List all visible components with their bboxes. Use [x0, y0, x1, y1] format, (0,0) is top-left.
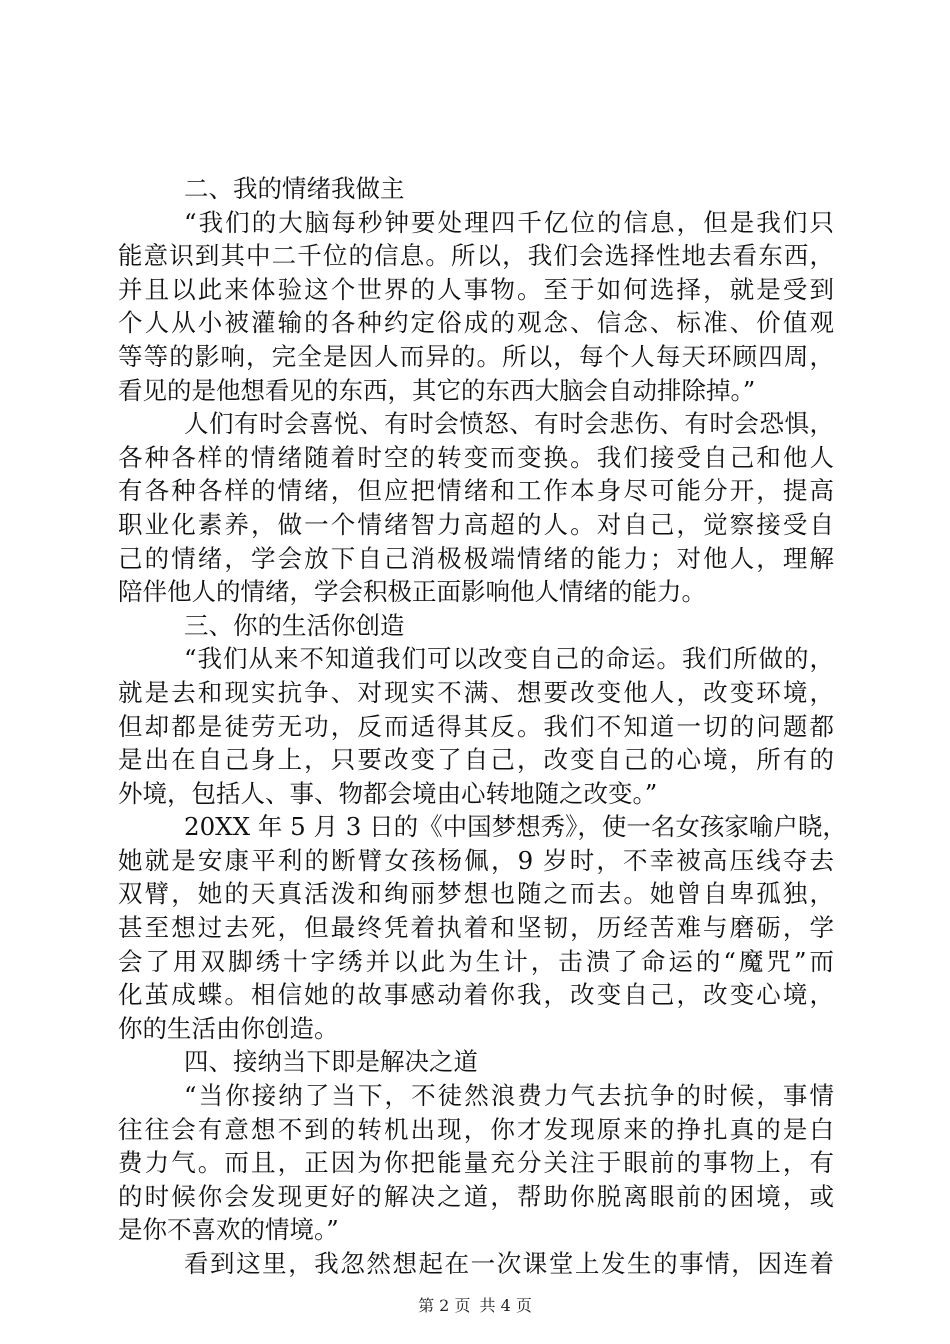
text-line: 个人从小被灌输的各种约定俗成的观念、信念、标准、价值观: [118, 308, 834, 338]
text-line: 看见的是他想看见的东西，其它的东西大脑会自动排除掉。”: [118, 375, 756, 405]
text-line: 但却都是徒劳无功，反而适得其反。我们不知道一切的问题都: [118, 711, 834, 741]
section-heading-4: 四、接纳当下即是解决之道: [184, 1047, 478, 1077]
text-line: 你的生活由你创造。: [118, 1013, 339, 1043]
text-line: 陪伴他人的情绪，学会积极正面影响他人情绪的能力。: [118, 577, 706, 607]
text-line: 20XX 年 5 月 3 日的《中国梦想秀》，使一名女孩家喻户晓，: [184, 812, 847, 842]
text-line: 各种各样的情绪随着时空的转变而变换。我们接受自己和他人: [118, 442, 834, 472]
text-line: 有各种各样的情绪，但应把情绪和工作本身尽可能分开，提高: [118, 476, 834, 506]
page-total: 共 4 页: [479, 1296, 532, 1315]
text-line: 费力气。而且，正因为你把能量充分关注于眼前的事物上，有: [118, 1148, 834, 1178]
text-line: 等等的影响，完全是因人而异的。所以，每个人每天环顾四周，: [118, 341, 834, 371]
section-heading-2: 二、我的情绪我做主: [184, 174, 405, 203]
text-line: 化茧成蝶。相信她的故事感动着你我，改变自己，改变心境，: [118, 980, 834, 1010]
text-line: 看到这里，我忽然想起在一次课堂上发生的事情，因连着: [184, 1249, 834, 1278]
text-line: 双臂，她的天真活泼和绚丽梦想也随之而去。她曾自卑孤独，: [118, 879, 834, 909]
text-line: 就是去和现实抗争、对现实不满、想要改变他人，改变环境，: [118, 677, 834, 707]
text-line: 是出在自己身上，只要改变了自己，改变自己的心境，所有的: [118, 745, 834, 775]
text-line: “我们的大脑每秒钟要处理四千亿位的信息，但是我们只: [184, 207, 834, 237]
text-line: “我们从来不知道我们可以改变自己的命运。我们所做的，: [184, 644, 834, 674]
text-line: 是你不喜欢的情境。”: [118, 1215, 339, 1245]
text-line: 能意识到其中二千位的信息。所以，我们会选择性地去看东西，: [118, 241, 834, 271]
page-footer: [0, 1296, 950, 1316]
page-number: 第 2 页: [418, 1296, 471, 1315]
text-line: 会了用双脚绣十字绣并以此为生计，击溃了命运的“魔咒”而: [118, 946, 834, 976]
text-line: 并且以此来体验这个世界的人事物。至于如何选择，就是受到: [118, 274, 834, 304]
section-heading-3: 三、你的生活你创造: [184, 610, 405, 640]
text-line: 往往会有意想不到的转机出现，你才发现原来的挣扎真的是白: [118, 1114, 834, 1144]
text-line: 外境，包括人、事、物都会境由心转地随之改变。”: [118, 778, 658, 808]
text-line: 甚至想过去死，但最终凭着执着和坚韧，历经苦难与磨砺，学: [118, 913, 834, 943]
body-text: [118, 172, 847, 1281]
text-line: 己的情绪，学会放下自己消极极端情绪的能力；对他人，理解: [118, 543, 834, 573]
text-line: 职业化素养，做一个情绪智力高超的人。对自己，觉察接受自: [118, 509, 834, 539]
text-line: 她就是安康平利的断臂女孩杨佩，9 岁时，不幸被高压线夺去: [118, 845, 834, 875]
text-line: 人们有时会喜悦、有时会愤怒、有时会悲伤、有时会恐惧，: [184, 409, 834, 439]
text-line: “当你接纳了当下，不徒然浪费力气去抗争的时候，事情: [184, 1081, 834, 1111]
text-line: 的时候你会发现更好的解决之道，帮助你脱离眼前的困境，或: [118, 1181, 834, 1211]
